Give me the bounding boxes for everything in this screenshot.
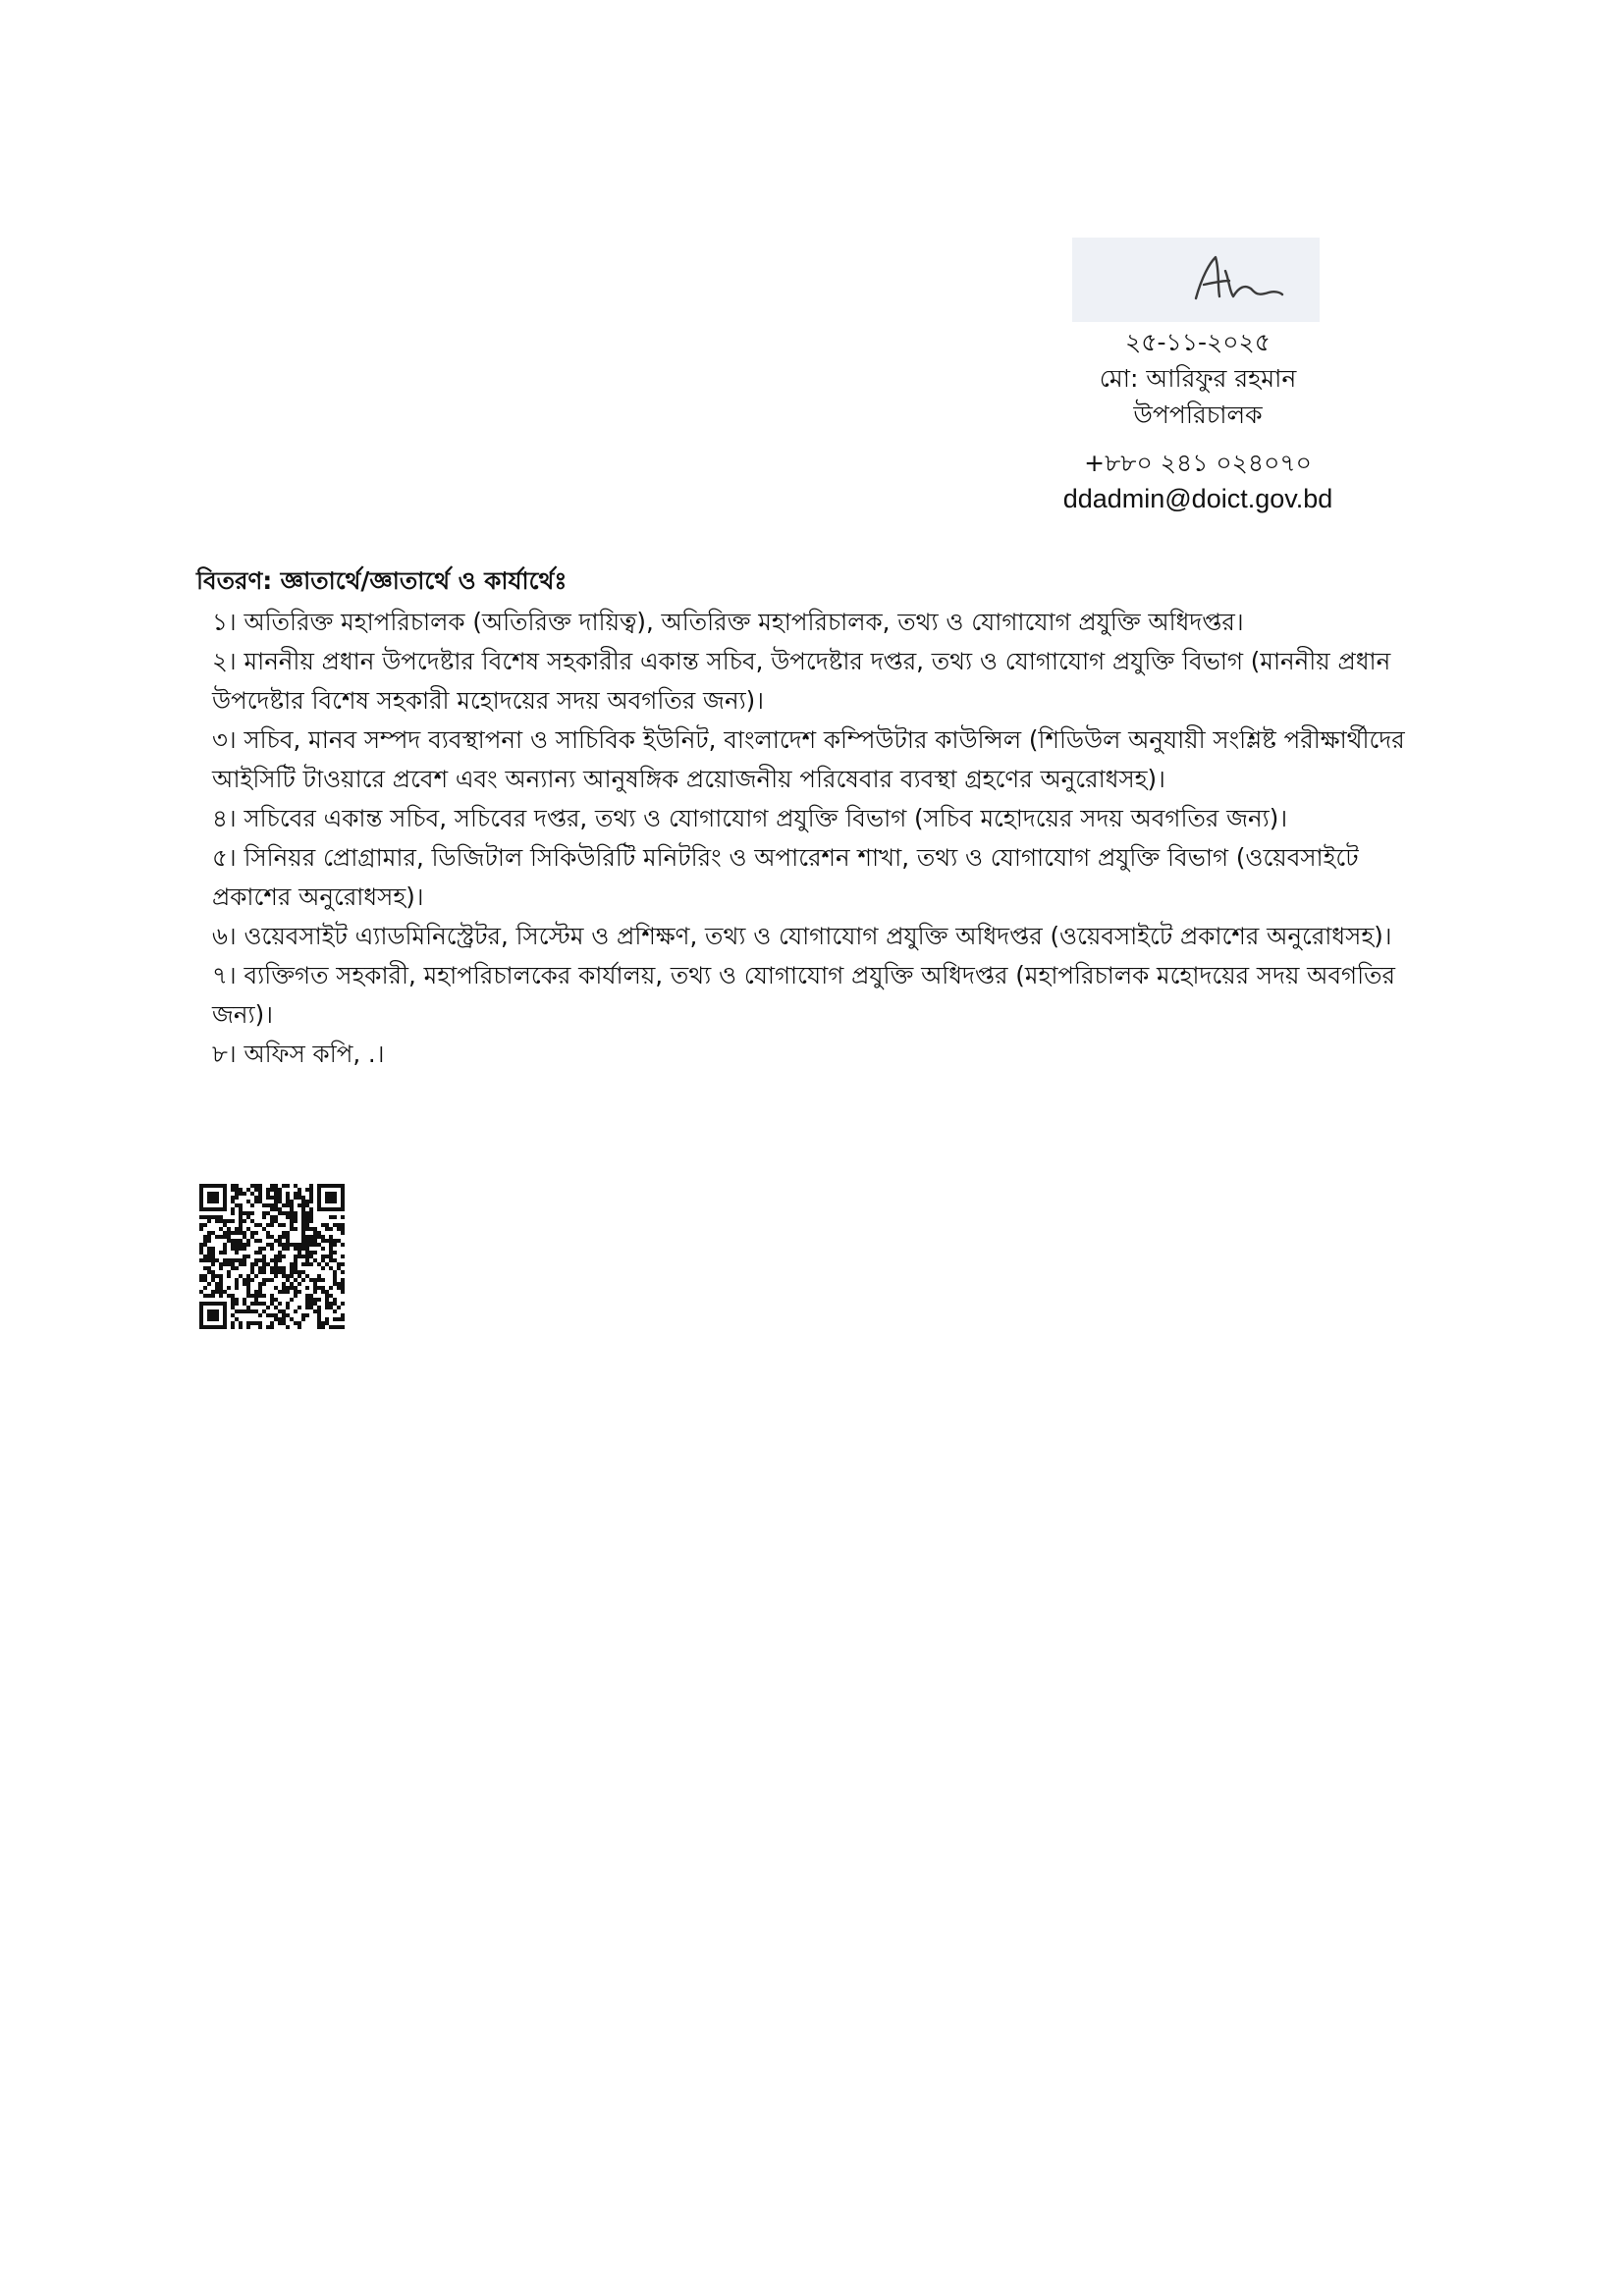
- distribution-item: ১। অতিরিক্ত মহাপরিচালক (অতিরিক্ত দায়িত্ব), অতিরিক্ত মহাপরিচালক, তথ্য ও যোগাযোগ প্রযুক্তি অধিদপ্তর।: [212, 608, 1244, 636]
- distribution-item: ৭। ব্যক্তিগত সহকারী, মহাপরিচালকের কার্যালয়, তথ্য ও যোগাযোগ প্রযুক্তি অধিদপ্তর (মহাপরিচালক মহোদয়ের সদয় অবগতির জন্য)।: [212, 961, 1395, 1029]
- signature-image: [1072, 238, 1320, 322]
- distribution-heading: বিতরণ: জ্ঞাতার্থে/জ্ঞাতার্থে ও কার্যার্থেঃ: [196, 566, 568, 595]
- signatory-designation: উপপরিচালক: [1133, 400, 1263, 429]
- signature-block: [1011, 324, 1384, 517]
- signatory-email: ddadmin@doict.gov.bd: [1062, 484, 1333, 513]
- signature-date: ২৫-১১-২০২৫: [1125, 328, 1271, 356]
- distribution-item: ৫। সিনিয়র প্রোগ্রামার, ডিজিটাল সিকিউরিটি মনিটরিং ও অপারেশন শাখা, তথ্য ও যোগাযোগ প্রযুক্তি বিভাগ (ওয়েবসাইটে প্রকাশের অনুরোধসহ)।: [212, 843, 1359, 911]
- distribution-item: ৬। ওয়েবসাইট এ্যাডমিনিস্ট্রেটর, সিস্টেম ও প্রশিক্ষণ, তথ্য ও যোগাযোগ প্রযুক্তি অধিদপ্তর (ওয়েবসাইটে প্রকাশের অনুরোধসহ)।: [212, 922, 1392, 950]
- distribution-section: [196, 561, 1414, 1074]
- distribution-item: ২। মাননীয় প্রধান উপদেষ্টার বিশেষ সহকারীর একান্ত সচিব, উপদেষ্টার দপ্তর, তথ্য ও যোগাযোগ প্রযুক্তি বিভাগ (মাননীয় প্রধান উপদেষ্টার বিশেষ সহকারী মহোদয়ের সদয় অবগতির জন্য)।: [212, 647, 1391, 715]
- distribution-item: ৩। সচিব, মানব সম্পদ ব্যবস্থাপনা ও সাচিবিক ইউনিট, বাংলাদেশ কম্পিউটার কাউন্সিল (শিডিউল অনুযায়ী সংশ্লিষ্ট পরীক্ষার্থীদের আইসিটি টাওয়ারে প্রবেশ এবং অন্যান্য আনুষঙ্গিক প্রয়োজনীয় পরিষেবার ব্যবস্থা গ্রহণের অনুরোধসহ)।: [212, 725, 1405, 793]
- qr-code: [199, 1184, 345, 1329]
- distribution-list: [196, 603, 1414, 1074]
- distribution-item: ৮। অফিস কপি, .।: [212, 1040, 385, 1068]
- signatory-name: মো: আরিফুর রহমান: [1099, 364, 1297, 393]
- signatory-phone: +৮৮০ ২৪১ ০২৪০৭০: [1084, 449, 1312, 477]
- distribution-item: ৪। সচিবের একান্ত সচিব, সচিবের দপ্তর, তথ্য ও যোগাযোগ প্রযুক্তি বিভাগ (সচিব মহোদয়ের সদয় অবগতির জন্য)।: [212, 804, 1288, 832]
